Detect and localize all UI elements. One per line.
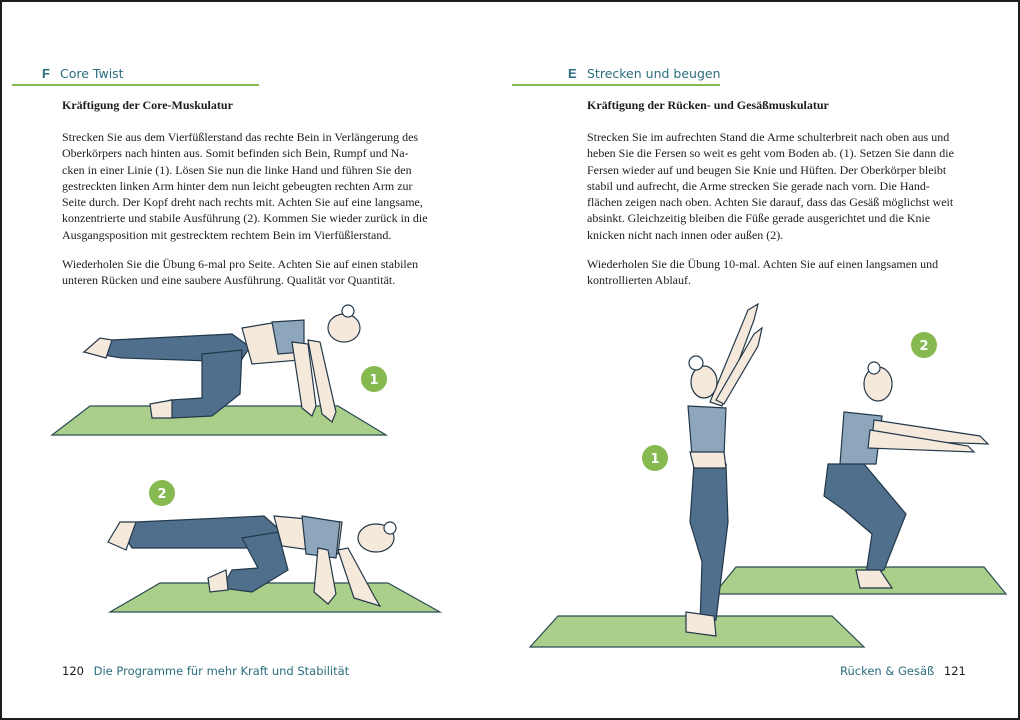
step-badge-label: 2 xyxy=(919,339,929,354)
step-badge-label: 2 xyxy=(157,487,167,502)
right-page xyxy=(510,2,1018,718)
left-page xyxy=(2,2,510,718)
step-badge-2 xyxy=(911,332,937,358)
text-line: knicken nicht nach innen oder außen (2). xyxy=(587,227,784,242)
exercise-mat xyxy=(110,583,440,612)
text-line: gestreckten linken Arm hinter dem nun leicht gebeugten rechten Arm zur xyxy=(62,178,413,193)
core-twist-illustration xyxy=(2,2,510,718)
text-line: Oberkörpers nach hinten aus. Somit befinden sich Bein, Rumpf und Na- xyxy=(62,146,409,161)
page-footer xyxy=(840,664,966,678)
figure-step-1 xyxy=(530,304,864,647)
exercise-subheading: Kräftigung der Core-Muskulatur xyxy=(62,98,233,112)
text-line: stabil und aufrecht, die Arme strecken Sie gerade nach vorn. Die Hand- xyxy=(587,178,930,193)
section-title: Core Twist xyxy=(60,66,124,81)
step-badge-label: 1 xyxy=(650,452,660,467)
text-line: kontrollierten Ablauf. xyxy=(587,273,691,288)
stretch-and-bend-illustration xyxy=(510,2,1018,718)
step-badge-2 xyxy=(149,480,175,506)
text-line: Seite durch. Der Kopf dreht nach rechts mit. Achten Sie auf eine langsame, xyxy=(62,195,423,210)
text-line: Wiederholen Sie die Übung 6-mal pro Seite. Achten Sie auf einen stabilen xyxy=(62,257,419,271)
text-line: absinkt. Gleichzeitig bleiben die Füße gerade ausgerichtet und die Knie xyxy=(587,211,931,226)
step-badge-1 xyxy=(361,366,387,392)
section-letter: E xyxy=(568,66,577,81)
text-line: Strecken Sie aus dem Vierfüßlerstand das rechte Bein in Verlängerung des xyxy=(62,130,419,144)
text-line: Fersen wieder auf und beugen Sie Knie und Hüften. Der Oberkörper bleibt xyxy=(587,162,947,177)
footer-title: Rücken & Gesäß xyxy=(840,664,935,678)
footer-title: Die Programme für mehr Kraft und Stabilität xyxy=(93,664,350,678)
figure-step-2 xyxy=(108,516,440,612)
figure-step-1 xyxy=(52,305,386,435)
text-line: heben Sie die Fersen so weit es geht vom Boden ab. (1). Setzen Sie dann die xyxy=(587,146,954,161)
text-line: cken in einer Linie (1). Lösen Sie nun die linke Hand und führen Sie den xyxy=(62,162,412,177)
section-letter: F xyxy=(42,66,50,81)
exercise-subheading: Kräftigung der Rücken- und Gesäßmuskulatur xyxy=(587,98,829,112)
step-badge-1 xyxy=(642,445,668,471)
text-line: konzentrierte und stabile Ausführung (2). Kommen Sie wieder zurück in die xyxy=(62,211,428,226)
page-footer xyxy=(62,664,349,678)
text-line: Ausgangsposition mit gestrecktem rechtem Bein im Vierfüßlerstand. xyxy=(62,227,392,242)
figure-step-2 xyxy=(714,362,1006,594)
text-line: Strecken Sie im aufrechten Stand die Arme schulterbreit nach oben aus und xyxy=(587,130,950,144)
page-number: 121 xyxy=(943,664,966,678)
step-badge-label: 1 xyxy=(369,373,379,388)
section-title: Strecken und beugen xyxy=(587,66,721,81)
text-line: flächen zeigen nach oben. Achten Sie darauf, dass das Gesäß möglichst weit xyxy=(587,195,954,210)
page-number: 120 xyxy=(62,664,84,678)
text-line: Wiederholen Sie die Übung 10-mal. Achten Sie auf einen langsamen und xyxy=(587,257,939,271)
text-line: unteren Rücken und eine saubere Ausführung. Qualität vor Quantität. xyxy=(62,273,396,288)
